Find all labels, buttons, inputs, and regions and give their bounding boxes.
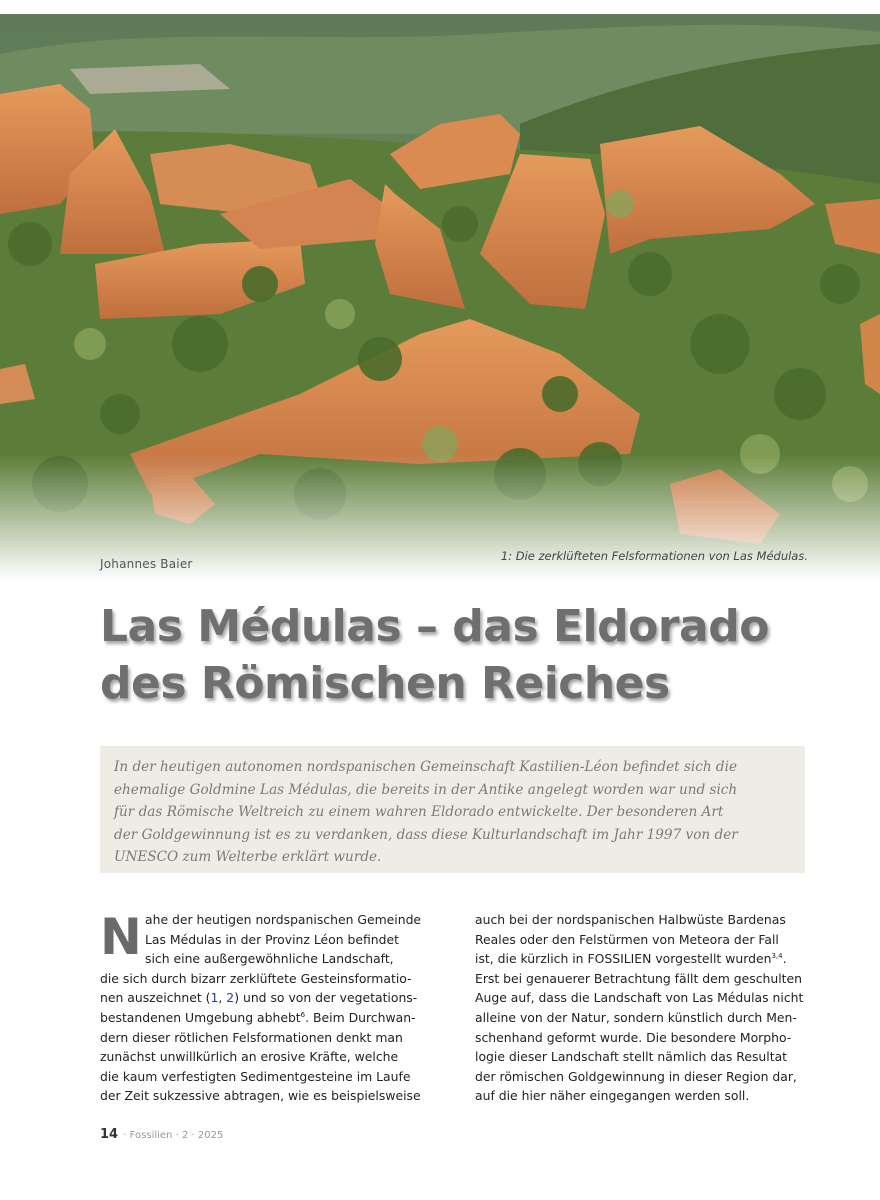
body-line: zunächst unwillkürlich an erosive Kräfte, welche bbox=[100, 1049, 399, 1065]
body-text: . Beim Durchwan- bbox=[305, 1009, 416, 1025]
drop-cap: N bbox=[100, 908, 142, 966]
body-text: , bbox=[218, 990, 227, 1006]
article-title bbox=[100, 598, 820, 712]
body-line: der Zeit sukzessive abtragen, wie es beispielsweise bbox=[100, 1088, 421, 1104]
lead-line: der Goldgewinnung ist es zu verdanken, dass diese Kulturlandschaft im Jahr 1997 von der bbox=[114, 826, 738, 843]
lead-paragraph bbox=[100, 746, 805, 873]
lead-line: In der heutigen autonomen nordspanischen Gemeinschaft Kastilien-Léon befindet sich die bbox=[114, 759, 738, 775]
body-line: die kaum verfestigten Sedimentgesteine im Laufe bbox=[100, 1068, 411, 1084]
body-line: Auge auf, dass die Landschaft von Las Médulas nicht bbox=[475, 990, 804, 1006]
body-text: . bbox=[782, 951, 787, 967]
issue-year: 2025 bbox=[197, 1130, 224, 1141]
body-line: auf die hier näher eingegangen werden soll. bbox=[475, 1088, 750, 1104]
author-name: Johannes Baier bbox=[100, 557, 193, 571]
hero-photo bbox=[0, 14, 880, 580]
journal-name: Fossilien bbox=[129, 1130, 173, 1141]
body-line: der römischen Goldgewinnung in dieser Region dar, bbox=[475, 1068, 797, 1084]
footer-separator: · bbox=[188, 1130, 198, 1141]
footnote-ref[interactable]: 6 bbox=[300, 1010, 306, 1019]
lead-line: für das Römische Weltreich zu einem wahren Eldorado entwickelte. Der besonderen Art bbox=[114, 804, 724, 821]
page-footer bbox=[100, 1127, 223, 1142]
body-line: dern dieser rötlichen Felsformationen denkt man bbox=[100, 1029, 403, 1045]
body-line: Las Médulas in der Provinz Léon befindet bbox=[145, 931, 400, 947]
issue-number: 2 bbox=[181, 1130, 189, 1141]
page-number: 14 bbox=[100, 1127, 119, 1142]
body-line bbox=[100, 988, 430, 1008]
body-line: schenhand geformt wurde. Die besondere Morpho- bbox=[475, 1029, 792, 1045]
body-text: bestandenen Umgebung abhebt bbox=[100, 1009, 301, 1025]
footer-separator: · bbox=[172, 1130, 182, 1141]
body-line: sich eine außergewöhnliche Landschaft, bbox=[145, 951, 394, 967]
title-line-2: des Römischen Reiches bbox=[100, 658, 670, 709]
landscape-photo-icon bbox=[0, 14, 880, 580]
body-line: auch bei der nordspanischen Halbwüste Bardenas bbox=[475, 912, 786, 927]
body-column-2 bbox=[475, 910, 805, 1106]
title-line-1: Las Médulas – das Eldorado bbox=[100, 601, 769, 652]
figure-ref-2-link[interactable]: 2 bbox=[226, 990, 235, 1006]
body-line: Reales oder den Felstürmen von Meteora der Fall bbox=[475, 931, 779, 947]
body-line: ahe der heutigen nordspanischen Gemeinde bbox=[145, 912, 422, 927]
figure-caption: 1: Die zerklüfteten Felsformationen von Las Médulas. bbox=[500, 549, 808, 563]
footnote-ref[interactable]: 3,4 bbox=[771, 952, 783, 961]
figure-ref-1-link[interactable]: 1 bbox=[210, 990, 219, 1006]
lead-line: ehemalige Goldmine Las Médulas, die bereits in der Antike angelegt worden war und sich bbox=[114, 781, 738, 798]
body-text: ist, die kürzlich in FOSSILIEN vorgestellt wurden bbox=[475, 951, 772, 967]
body-text: ) und so von der vegetations- bbox=[234, 990, 418, 1006]
body-column-1 bbox=[100, 910, 430, 1106]
body-line: Erst bei genauerer Betrachtung fällt dem geschulten bbox=[475, 970, 803, 986]
body-line bbox=[475, 949, 805, 969]
body-line: die sich durch bizarr zerklüftete Gesteinsformatio- bbox=[100, 970, 412, 986]
body-text: nen auszeichnet ( bbox=[100, 990, 211, 1006]
body-line: alleine von der Natur, sondern künstlich durch Men- bbox=[475, 1009, 797, 1025]
footer-separator: · bbox=[120, 1130, 130, 1141]
lead-line: UNESCO zum Welterbe erklärt wurde. bbox=[114, 849, 382, 866]
body-line: logie dieser Landschaft stellt nämlich das Resultat bbox=[475, 1049, 788, 1065]
body-line bbox=[100, 1008, 430, 1028]
